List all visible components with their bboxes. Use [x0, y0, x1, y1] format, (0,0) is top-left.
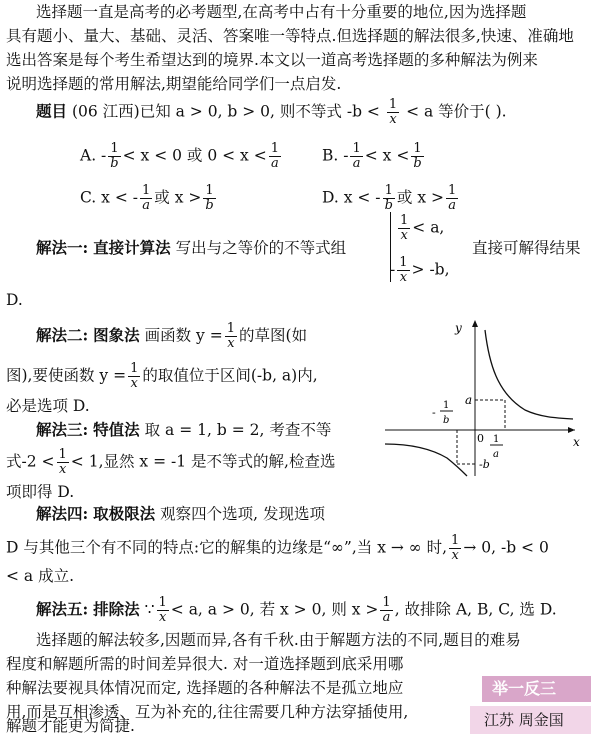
pos-frac-num: 1: [493, 434, 500, 445]
solution-2-line-3: 必是选项 D.: [6, 397, 90, 415]
problem-statement: [36, 98, 585, 127]
conclusion-line-2: 程度和解题所需的时间差异很大. 对一道选择题到底采用哪: [6, 655, 404, 673]
function-graph: [385, 318, 585, 478]
option-a: A. - $\frac{1}{b}$ < x < 0 或 0 < x < $\frac{1}{a}$: [80, 141, 279, 171]
neg-b-label: -b: [479, 458, 490, 471]
x-label: x: [573, 435, 580, 449]
fraction-1-over-x: $\frac{1}{x}$: [388, 97, 398, 127]
system-inequality-2: - $\frac{1}{x}$ > -b,: [390, 255, 450, 285]
option-d: D. x < - $\frac{1}{b}$ 或 x > $\frac{1}{a}$: [322, 183, 457, 213]
solution-3: 解法三: 特值法 取 a = 1, b = 2, 考查不等: [36, 420, 332, 439]
problem-text-a: (06 江西)已知 a > 0, b > 0, 则不等式 -b <: [71, 102, 380, 121]
origin-label: 0: [477, 432, 484, 445]
pos-frac-den: a: [493, 449, 499, 460]
a-label: a: [465, 393, 473, 407]
solution-3-line-3: 项即得 D.: [6, 483, 75, 501]
x-axis-arrow-icon: [568, 427, 575, 433]
conclusion-line-5: 解题才能更为简捷.: [6, 717, 135, 735]
solution-5: 解法五: 排除法 ∵ $\frac{1}{x}$ < a, a > 0, 若 x > 0, 则 x > $\frac{1}{a}$ , 故排除 A, B, C, 选 D.: [36, 595, 557, 625]
conclusion-line-3: 种解法要视具体情况而定, 选择题的各种解法不是孤立地应: [6, 679, 404, 697]
solution-3-line-2: 式-2 < $\frac{1}{x}$ < 1,显然 x = -1 是不等式的解,检查选: [6, 447, 336, 477]
solution-4: 解法四: 取极限法 观察四个选项, 发现选项: [36, 504, 325, 523]
option-c: C. x < - $\frac{1}{a}$ 或 x > $\frac{1}{b}$: [80, 183, 214, 213]
badge-author: 江苏 周金国: [470, 706, 591, 734]
option-b: B. - $\frac{1}{a}$ < x < $\frac{1}{b}$: [322, 141, 422, 171]
curve-left-branch: [385, 444, 467, 476]
solution-2: 解法二: 图象法 画函数 y = $\frac{1}{x}$ 的草图(如: [36, 321, 308, 351]
solution-2-line-2: 图),要使函数 y = $\frac{1}{x}$ 的取值位于区间(-b, a)内,: [6, 361, 318, 391]
intro-line-2: 具有题小、量大、基础、灵活、答案唯一等特点.但选择题的解法很多,快速、准确地: [6, 27, 574, 45]
system-inequality-1: $\frac{1}{x}$ < a,: [400, 213, 445, 243]
solution-1-tail: 直接可解得结果: [472, 239, 581, 257]
solution-4-line-3: < a 成立.: [6, 567, 75, 585]
column-badge: [470, 676, 591, 736]
problem-text-b: < a 等价于( ).: [406, 102, 507, 121]
y-label: y: [455, 321, 462, 335]
badge-title: 举一反三: [482, 676, 591, 702]
problem-label: 题目: [36, 101, 68, 121]
y-axis-arrow-icon: [472, 320, 478, 327]
conclusion-line-4: 用,而是互相渗透、互为补充的,往往需要几种方法穿插使用,: [6, 703, 409, 721]
curve-right-branch: [485, 330, 573, 419]
solution-4-line-2: D 与其他三个有不同的特点:它的解集的边缘是“∞”,当 x → ∞ 时, $\frac{1}{x}$ → 0, -b < 0: [6, 533, 549, 563]
neg-frac-num: 1: [443, 400, 450, 411]
conclusion-line-1: 选择题的解法较多,因题而异,各有千秋.由于解题方法的不同,题目的难易: [36, 631, 521, 649]
solution-1-end: D.: [6, 291, 23, 309]
intro-line-4: 说明选择题的常用解法,期望能给同学们一点启发.: [6, 75, 342, 93]
intro-line-3: 选出答案是每个考生希望达到的境界.本文以一道高考选择题的多种解法为例来: [6, 51, 538, 69]
neg-frac-den: b: [443, 415, 450, 426]
solution-1: 解法一: 直接计算法 写出与之等价的不等式组: [36, 238, 347, 257]
neg-sign: -: [432, 406, 436, 419]
intro-line-1: 选择题一直是高考的必考题型,在高考中占有十分重要的地位,因为选择题: [36, 3, 527, 21]
